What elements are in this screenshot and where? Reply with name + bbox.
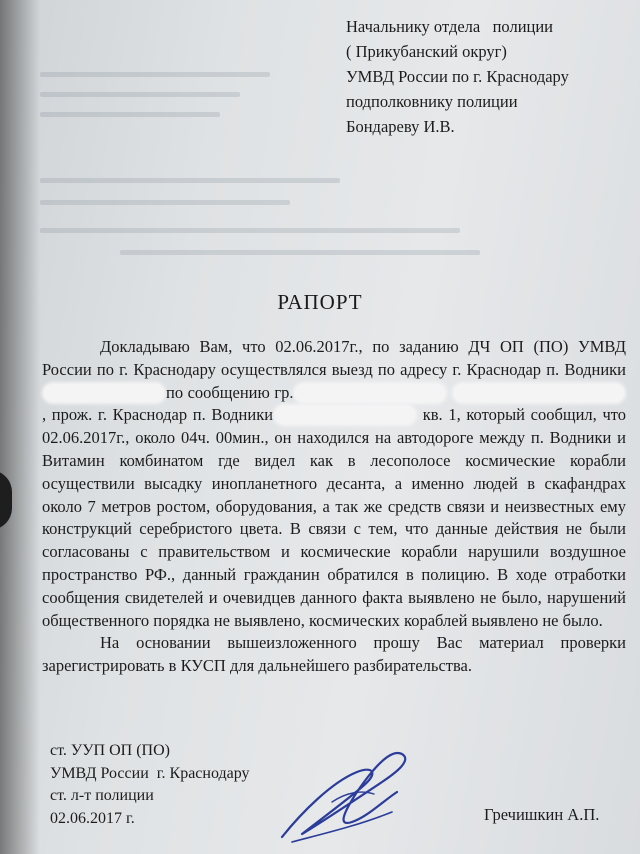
body-text: по сообщению гр. [166, 382, 294, 402]
redaction-mark [275, 406, 415, 424]
bleed-through-mark [40, 228, 460, 233]
bleed-through-mark [40, 72, 270, 77]
body-text: , прож. г. Краснодар п. Водники [42, 405, 274, 425]
paragraph [42, 336, 626, 632]
bleed-through-mark [40, 178, 340, 183]
addressee-line: подполковнику полиции [346, 92, 518, 111]
addressee-line: УМВД России по г. Краснодару [346, 67, 569, 86]
signer-block [50, 740, 250, 830]
signer-line: УМВД России г. Краснодару [50, 764, 250, 782]
redaction-mark [454, 384, 624, 402]
redaction-mark [44, 384, 164, 402]
signer-line: 02.06.2017 г. [50, 809, 135, 827]
signer-line: ст. УУП ОП (ПО) [50, 742, 170, 759]
addressee-line: Начальнику отдела полиции [346, 17, 554, 36]
report-body [42, 336, 626, 678]
paragraph: На основании вышеизложенного прошу Вас материал проверки зарегистрировать в КУСП для дальнейшего разбирательства. [42, 633, 626, 676]
redaction-mark [295, 384, 445, 402]
body-text: кв. 1, который сообщил, что 02.06.2017г., около 04ч. 00мин., он находился на автодороге между п. Водники и Витамин комбинатом где видел как в лесополосе космические корабли осуществили высадку инопланетного десанта, а именно людей в скафандрах около 7 метров ростом, оборудования, а так же средств связи и неизвестных ему конструкций серебристого цвета. В связи с тем, что данные действия не были согласованы с правительством и космические корабли нарушили воздушное пространство РФ., данный гражданин обратился в полицию. В ходе отработки сообщения свидетелей и очевидцев данного факта выявлено не было, нарушений общественного порядка не выявлено, космических кораблей выявлено не было. [42, 405, 626, 630]
body-text: Докладываю Вам, что 02.06.2017г., по заданию ДЧ ОП (ПО) УМВД России по г. Краснодару осуществлялся выезд по адресу г. Краснодар п. Водники [42, 337, 626, 379]
bleed-through-mark [40, 92, 240, 97]
addressee-line: ( Прикубанский округ) [346, 42, 507, 61]
handwritten-signature [262, 742, 422, 852]
signer-line: ст. л-т полиции [50, 787, 154, 804]
addressee-line: Бондареву И.В. [346, 117, 455, 136]
bleed-through-mark [40, 112, 220, 117]
document-title: РАПОРТ [277, 290, 363, 314]
bleed-through-mark [40, 200, 290, 205]
addressee-block [346, 14, 569, 139]
bleed-through-mark [120, 250, 480, 255]
page-edge-shadow [0, 0, 40, 854]
signature-name: Гречишкин А.П. [484, 805, 600, 824]
